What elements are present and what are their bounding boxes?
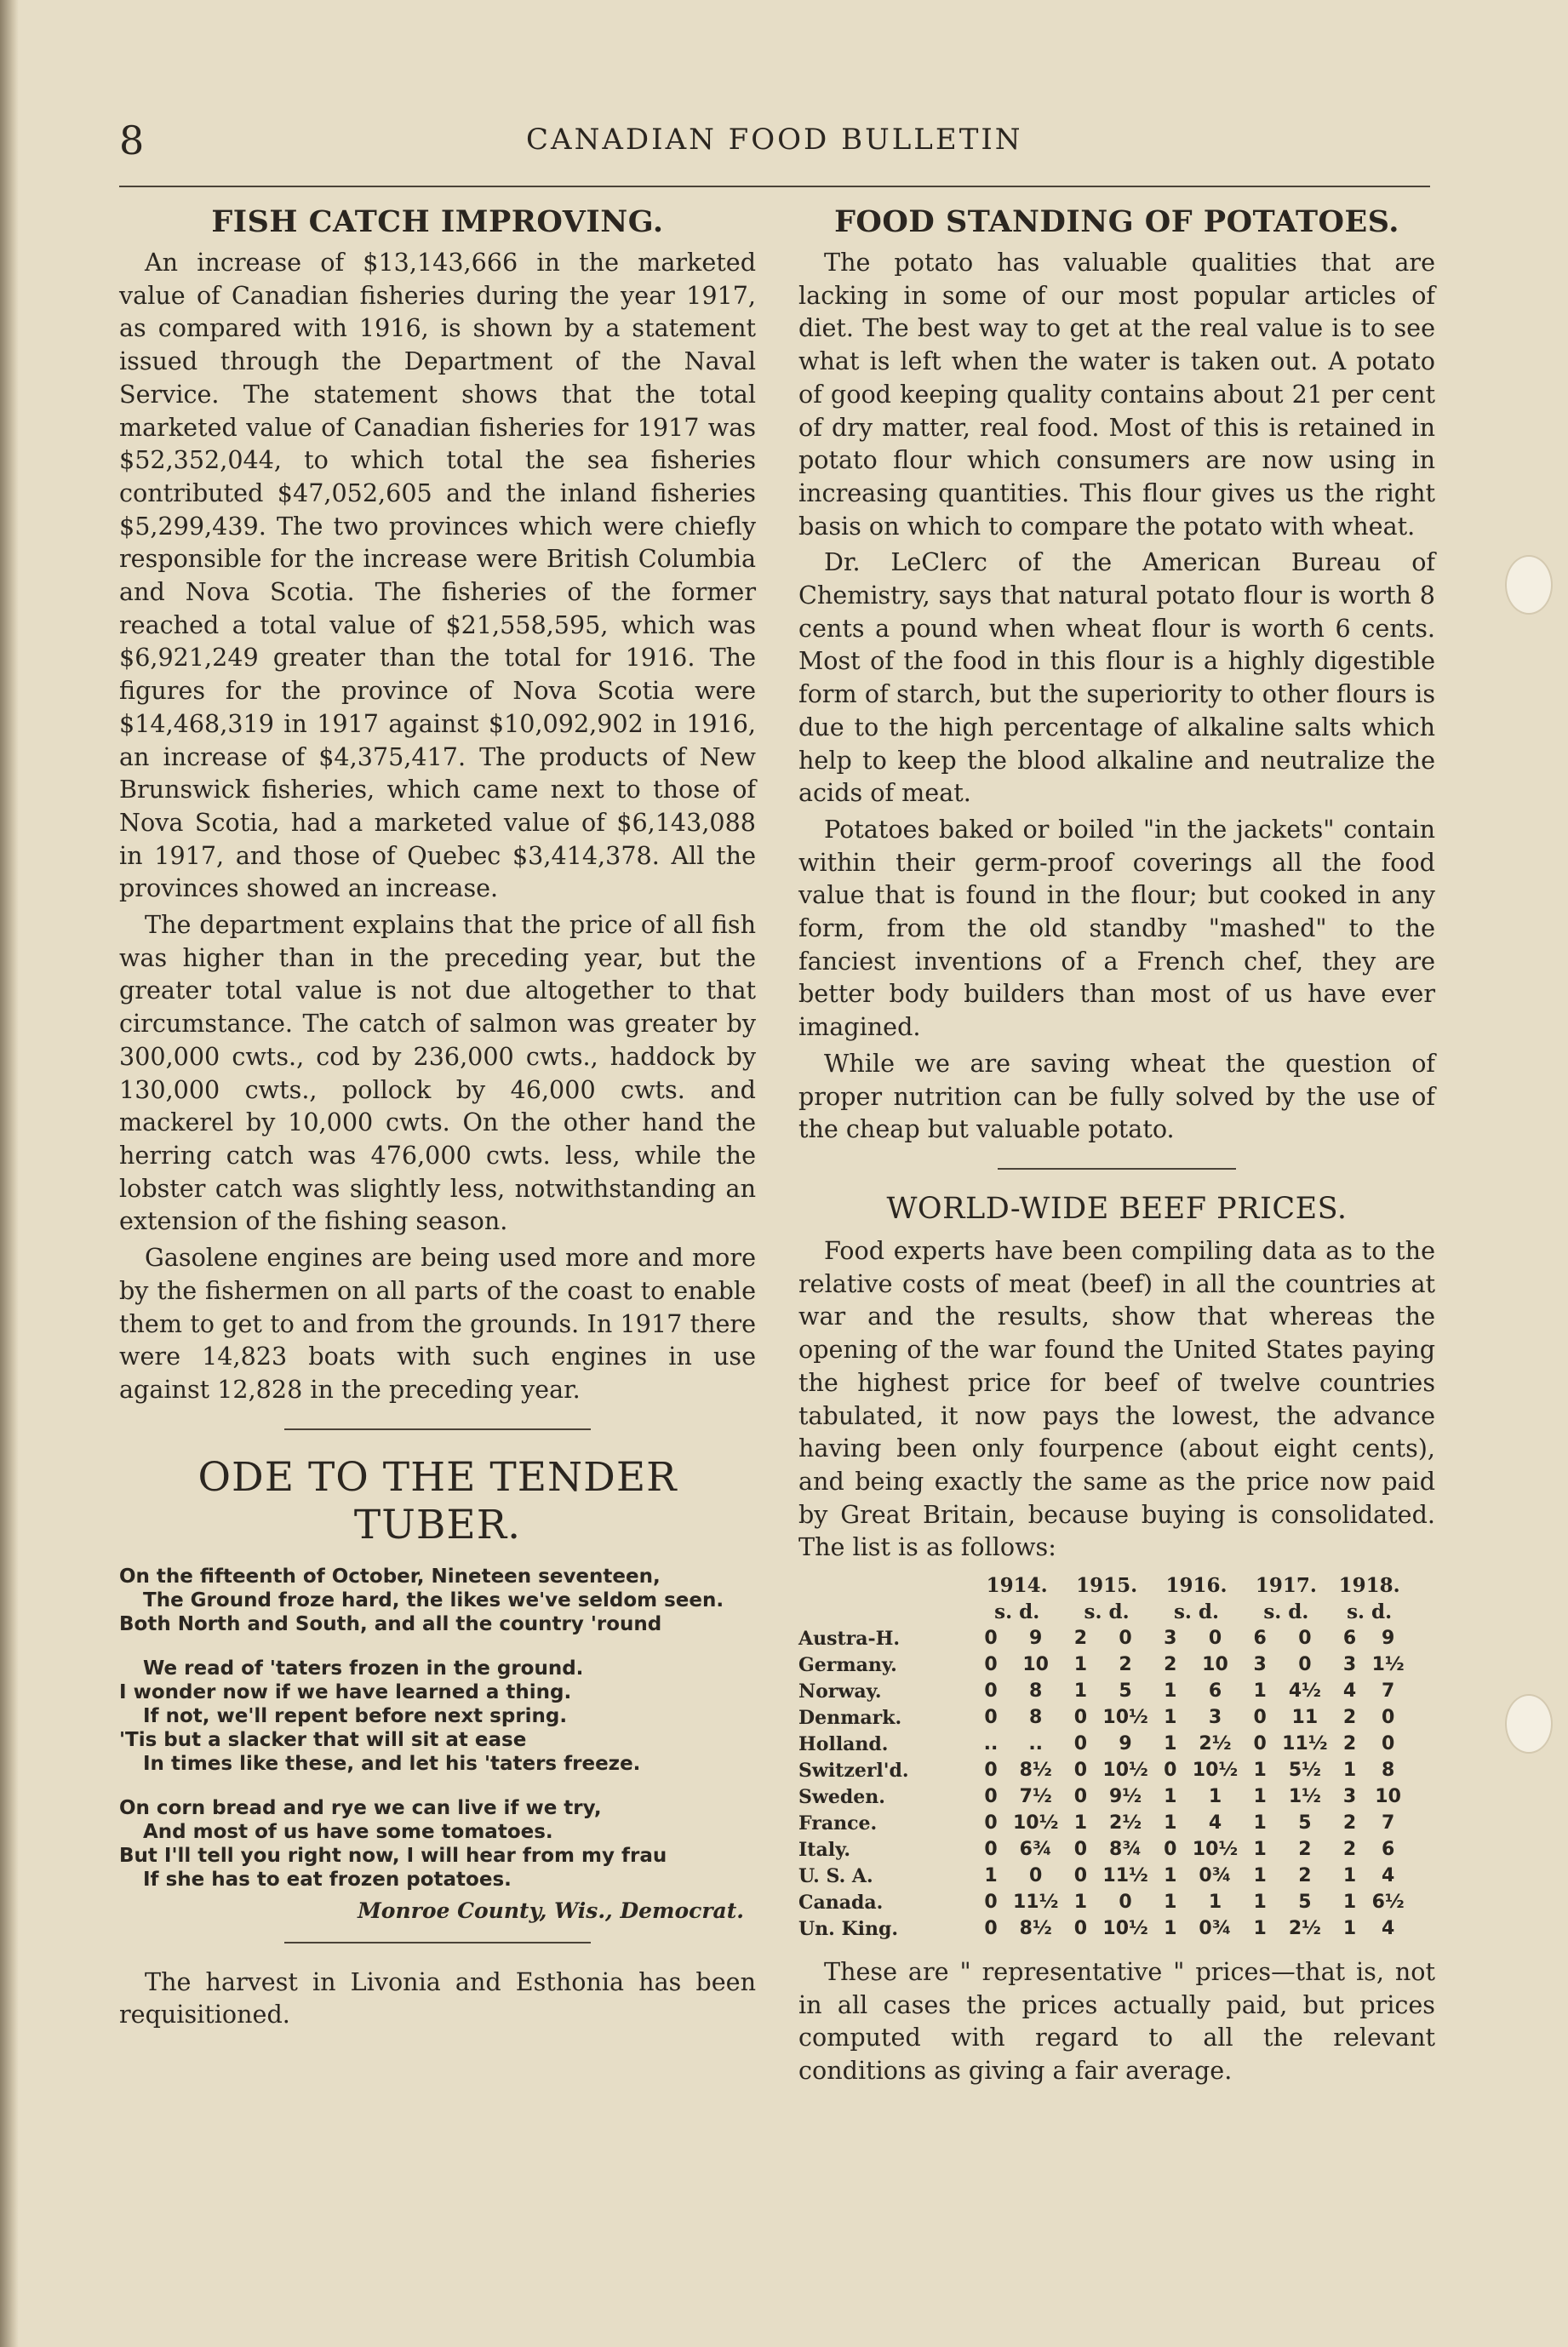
year-header: 1915. bbox=[1076, 1574, 1138, 1598]
shillings-cell: 2 bbox=[1342, 1812, 1357, 1835]
shillings-cell: 0 bbox=[984, 1628, 998, 1650]
pence-cell: 6¾ bbox=[1019, 1839, 1052, 1861]
country-cell: Switzerl'd. bbox=[798, 1759, 909, 1782]
unit-header: s. d. bbox=[1347, 1600, 1393, 1624]
poem-line: The Ground froze hard, the likes we've seldom seen. bbox=[143, 1589, 724, 1611]
pence-cell: 5 bbox=[1119, 1680, 1132, 1703]
pence-cell: 5 bbox=[1298, 1892, 1312, 1914]
fish-paragraph-2: The department explains that the price of all fish was higher than in the preceding year, but the greater total value is not due altogether to that circumstance. The catch of salmon was greater by 300,000 cwts., cod by 236,000 cwts., haddock by 130,000 cwts., pollock by 46,000 cwts. and mackerel by 10,000 cwts. On the other hand the herring catch was 476,000 cwts. less, while the lobster catch was slightly less, notwithstanding an extension of the fishing season. bbox=[119, 910, 756, 1236]
shillings-cell: 2 bbox=[1342, 1733, 1357, 1755]
shillings-cell: 3 bbox=[1342, 1786, 1357, 1808]
pence-cell: .. bbox=[1028, 1733, 1044, 1755]
shillings-cell: 3 bbox=[1342, 1654, 1357, 1676]
table-row bbox=[798, 1757, 1408, 1783]
shillings-cell: 1 bbox=[984, 1865, 998, 1887]
pence-cell: 0¾ bbox=[1199, 1865, 1232, 1887]
fish-paragraph-3: Gasolene engines are being used more and more by the fishermen on all parts of the coast to enable them to get to and from the grounds. In 1917 there were 14,823 boats with such engines in use against 12,828 in the preceding year. bbox=[119, 1243, 756, 1404]
page-header bbox=[119, 117, 1439, 162]
poem-line: If not, we'll repent before next spring. bbox=[143, 1704, 568, 1727]
pence-cell: 5½ bbox=[1288, 1760, 1321, 1782]
table-row bbox=[798, 1810, 1408, 1836]
shillings-cell: 6 bbox=[1342, 1628, 1357, 1650]
table-row bbox=[798, 1783, 1408, 1810]
unit-header: s. d. bbox=[1084, 1600, 1130, 1624]
table-row bbox=[798, 1863, 1408, 1889]
country-cell: Canada. bbox=[798, 1891, 884, 1914]
unit-header: s. d. bbox=[1173, 1600, 1219, 1624]
shillings-cell: 0 bbox=[1164, 1839, 1177, 1861]
pence-cell: 10½ bbox=[1192, 1839, 1239, 1861]
shillings-cell: 1 bbox=[1164, 1812, 1177, 1835]
pence-cell: 8¾ bbox=[1109, 1839, 1142, 1861]
pence-cell: 6½ bbox=[1371, 1892, 1405, 1914]
potato-paragraph-4: While we are saving wheat the question of proper nutrition can be fully solved by the use of the cheap but valuable potato. bbox=[798, 1048, 1435, 1144]
year-header: 1914. bbox=[986, 1574, 1048, 1598]
potato-paragraph-2: Dr. LeClerc of the American Bureau of Chemistry, says that natural potato flour is worth 8 cents a pound when wheat flour is worth 6 cents. Most of the food in this flour is a highly digestible form of starch, but the superiority to other flours is due to the high percentage of alkaline salts which help to keep the blood alkaline and neutralize the acids of meat. bbox=[798, 547, 1435, 808]
shillings-cell: 1 bbox=[1253, 1865, 1267, 1887]
beef-closing: These are " representative " prices—that is, not in all cases the prices actually paid, but prices computed with regard to all the relevant conditions as giving a fair average. bbox=[798, 1957, 1435, 2086]
poem-line: And most of us have some tomatoes. bbox=[143, 1820, 553, 1843]
country-cell: Sweden. bbox=[798, 1785, 885, 1808]
unit-header: s. d. bbox=[994, 1600, 1040, 1624]
table-row bbox=[798, 1651, 1408, 1678]
pence-cell: 2 bbox=[1119, 1654, 1132, 1676]
poem-line: 'Tis but a slacker that will sit at ease bbox=[119, 1728, 527, 1751]
price-rows bbox=[798, 1625, 1408, 1942]
shillings-cell: 1 bbox=[1253, 1812, 1267, 1835]
shillings-cell: 1 bbox=[1073, 1892, 1088, 1914]
country-cell: Holland. bbox=[798, 1732, 889, 1755]
shillings-cell: 4 bbox=[1342, 1680, 1357, 1703]
country-cell: Un. King. bbox=[798, 1917, 899, 1940]
section-divider bbox=[284, 1428, 591, 1430]
potato-paragraph-3: Potatoes baked or boiled "in the jackets" contain within their germ-proof coverings all the food value that is found in the flour; but cooked in any form, from the old standby "mashed" to the fanciest inventions of a French chef, they are better body builders than most of us have ever imagined. bbox=[798, 814, 1435, 1042]
shillings-cell: 1 bbox=[1342, 1760, 1357, 1782]
table-row bbox=[798, 1889, 1408, 1915]
pence-cell: 0 bbox=[1381, 1707, 1395, 1729]
pence-cell: 4 bbox=[1208, 1812, 1222, 1835]
pence-cell: 0 bbox=[1119, 1628, 1132, 1650]
pence-cell: 8½ bbox=[1019, 1760, 1052, 1782]
shillings-cell: 0 bbox=[984, 1760, 998, 1782]
punch-hole bbox=[1505, 1694, 1553, 1754]
shillings-cell: 1 bbox=[1164, 1892, 1177, 1914]
unit-header: s. d. bbox=[1263, 1600, 1309, 1624]
pence-cell: 4½ bbox=[1288, 1680, 1321, 1703]
pence-cell: 1½ bbox=[1288, 1786, 1321, 1808]
shillings-cell: 0 bbox=[1253, 1733, 1267, 1755]
table-row bbox=[798, 1915, 1408, 1942]
pence-cell: 7½ bbox=[1019, 1786, 1052, 1808]
table-year-row bbox=[798, 1572, 1408, 1599]
pence-cell: 10 bbox=[1022, 1654, 1049, 1676]
shillings-cell: 1 bbox=[1342, 1892, 1357, 1914]
shillings-cell: 6 bbox=[1253, 1628, 1267, 1650]
pence-cell: 10½ bbox=[1102, 1918, 1148, 1940]
fish-catch-heading: FISH CATCH IMPROVING. bbox=[211, 204, 664, 239]
shillings-cell: 0 bbox=[1164, 1760, 1177, 1782]
year-header: 1918. bbox=[1338, 1574, 1400, 1598]
shillings-cell: 0 bbox=[1073, 1839, 1088, 1861]
pence-cell: 0 bbox=[1208, 1628, 1222, 1650]
pence-cell: 11½ bbox=[1282, 1733, 1328, 1755]
country-cell: France. bbox=[798, 1812, 878, 1835]
pence-cell: 9½ bbox=[1109, 1786, 1142, 1808]
pence-cell: 2½ bbox=[1199, 1733, 1232, 1755]
shillings-cell: 0 bbox=[984, 1839, 998, 1861]
shillings-cell: 0 bbox=[984, 1707, 998, 1729]
shillings-cell: 2 bbox=[1342, 1839, 1357, 1861]
shillings-cell: 0 bbox=[1253, 1707, 1267, 1729]
pence-cell: 0¾ bbox=[1199, 1918, 1232, 1940]
poem-line: We read of 'taters frozen in the ground. bbox=[143, 1657, 584, 1680]
shillings-cell: 0 bbox=[984, 1892, 998, 1914]
table-row bbox=[798, 1625, 1408, 1651]
pence-cell: 11 bbox=[1291, 1707, 1319, 1729]
pence-cell: 4 bbox=[1381, 1918, 1395, 1940]
pence-cell: 9 bbox=[1381, 1628, 1395, 1650]
pence-cell: 10½ bbox=[1013, 1812, 1059, 1835]
shillings-cell: 3 bbox=[1253, 1654, 1267, 1676]
page-number: 8 bbox=[119, 117, 145, 163]
poem-line: On the fifteenth of October, Nineteen seventeen, bbox=[119, 1565, 661, 1588]
shillings-cell: 0 bbox=[984, 1918, 998, 1940]
shillings-cell: .. bbox=[983, 1733, 999, 1755]
pence-cell: 3 bbox=[1208, 1707, 1222, 1729]
poem-line: On corn bread and rye we can live if we try, bbox=[119, 1796, 602, 1819]
shillings-cell: 1 bbox=[1342, 1865, 1357, 1887]
shillings-cell: 0 bbox=[984, 1812, 998, 1835]
pence-cell: 2½ bbox=[1288, 1918, 1321, 1940]
pence-cell: 6 bbox=[1381, 1839, 1395, 1861]
shillings-cell: 2 bbox=[1073, 1628, 1088, 1650]
shillings-cell: 1 bbox=[1164, 1865, 1177, 1887]
shillings-cell: 1 bbox=[1164, 1786, 1177, 1808]
shillings-cell: 1 bbox=[1253, 1786, 1267, 1808]
shillings-cell: 1 bbox=[1253, 1680, 1267, 1703]
shillings-cell: 1 bbox=[1073, 1680, 1088, 1703]
pence-cell: 2 bbox=[1298, 1865, 1312, 1887]
poem-line: In times like these, and let his 'taters freeze. bbox=[143, 1752, 641, 1775]
pence-cell: 0 bbox=[1029, 1865, 1043, 1887]
shillings-cell: 0 bbox=[984, 1680, 998, 1703]
year-header: 1916. bbox=[1165, 1574, 1228, 1598]
table-row bbox=[798, 1731, 1408, 1757]
pence-cell: 0 bbox=[1298, 1628, 1312, 1650]
pence-cell: 10 bbox=[1375, 1786, 1401, 1808]
pence-cell: 7 bbox=[1381, 1680, 1395, 1703]
pence-cell: 1 bbox=[1208, 1892, 1222, 1914]
pence-cell: 4 bbox=[1381, 1865, 1395, 1887]
potatoes-heading: FOOD STANDING OF POTATOES. bbox=[834, 204, 1399, 239]
poem-stanza bbox=[119, 1796, 756, 1892]
running-head: CANADIAN FOOD BULLETIN bbox=[526, 123, 1023, 157]
poem-attribution: Monroe County, Wis., Democrat. bbox=[358, 1898, 744, 1923]
pence-cell: 8½ bbox=[1019, 1918, 1052, 1940]
shillings-cell: 1 bbox=[1253, 1918, 1267, 1940]
shillings-cell: 1 bbox=[1253, 1892, 1267, 1914]
shillings-cell: 0 bbox=[984, 1786, 998, 1808]
table-row bbox=[798, 1836, 1408, 1863]
shillings-cell: 1 bbox=[1164, 1680, 1177, 1703]
shillings-cell: 1 bbox=[1253, 1839, 1267, 1861]
pence-cell: 10½ bbox=[1192, 1760, 1239, 1782]
pence-cell: 11½ bbox=[1102, 1865, 1148, 1887]
shillings-cell: 3 bbox=[1164, 1628, 1177, 1650]
pence-cell: 8 bbox=[1029, 1680, 1043, 1703]
country-cell: Austra-H. bbox=[798, 1627, 901, 1650]
pence-cell: 0 bbox=[1119, 1892, 1132, 1914]
poem-stanza bbox=[119, 1657, 756, 1776]
table-unit-row bbox=[798, 1599, 1408, 1625]
harvest-note: The harvest in Livonia and Esthonia has been requisitioned. bbox=[119, 1966, 756, 2029]
pence-cell: 8 bbox=[1381, 1760, 1395, 1782]
country-cell: U. S. A. bbox=[798, 1864, 873, 1887]
ode-heading: ODE TO THE TENDER TUBER. bbox=[197, 1453, 678, 1548]
shillings-cell: 1 bbox=[1253, 1760, 1267, 1782]
pence-cell: 10½ bbox=[1102, 1707, 1148, 1729]
pence-cell: 11½ bbox=[1013, 1892, 1059, 1914]
pence-cell: 5 bbox=[1298, 1812, 1312, 1835]
shillings-cell: 0 bbox=[1073, 1760, 1088, 1782]
shillings-cell: 0 bbox=[1073, 1786, 1088, 1808]
country-cell: Germany. bbox=[798, 1653, 897, 1676]
left-column bbox=[119, 204, 756, 2031]
pence-cell: 2½ bbox=[1109, 1812, 1142, 1835]
pence-cell: 6 bbox=[1208, 1680, 1222, 1703]
shillings-cell: 1 bbox=[1164, 1918, 1177, 1940]
beef-intro: Food experts have been compiling data as to the relative costs of meat (beef) in all the countries at war and the results, show that whereas the opening of the war found the United States paying the highest price for beef of twelve countries tabulated, it now pays the lowest, the advance having been only fourpence (about eight cents), and being exactly the same as the price now paid by Great Britain, because buying is consolidated. The list is as follows: bbox=[798, 1235, 1435, 1562]
table-row bbox=[798, 1678, 1408, 1704]
beef-price-table bbox=[798, 1572, 1408, 1942]
section-divider bbox=[998, 1168, 1236, 1170]
pence-cell: 9 bbox=[1119, 1733, 1132, 1755]
shillings-cell: 1 bbox=[1342, 1918, 1357, 1940]
fish-paragraph-1: An increase of $13,143,666 in the marketed value of Canadian fisheries during the year 1917, as compared with 1916, is shown by a statement issued through the Department of the Naval Service. The statement shows that the total marketed value of Canadian fisheries for 1917 was $52,352,044, to which total the sea fisheries contributed $47,052,605 and the inland fisheries $5,299,439. The two provinces which were chiefly responsible for the increase were British Columbia and Nova Scotia. The fisheries of the former reached a total value of $21,558,595, which was $6,921,249 greater than the total for 1916. The figures for the province of Nova Scotia were $14,468,319 in 1917 against $10,092,902 in 1916, an increase of $4,375,417. The products of New Brunswick fisheries, which came next to those of Nova Scotia, had a marketed value of $6,143,088 in 1917, and those of Quebec $3,414,378. All the provinces showed an increase. bbox=[119, 248, 756, 903]
shillings-cell: 0 bbox=[1073, 1865, 1088, 1887]
potato-paragraph-1: The potato has valuable qualities that are lacking in some of our most popular articles of diet. The best way to get at the real value is to see what is left when the water is taken out. A potato of good keeping quality contains about 21 per cent of dry matter, real food. Most of this is retained in potato flour which consumers are now using in increasing quantities. This flour gives us the right basis on which to compare the potato with wheat. bbox=[798, 248, 1435, 541]
shillings-cell: 0 bbox=[1073, 1918, 1088, 1940]
poem-stanza bbox=[119, 1565, 756, 1636]
binding-edge bbox=[0, 0, 19, 2347]
pence-cell: 7 bbox=[1381, 1812, 1395, 1835]
shillings-cell: 1 bbox=[1073, 1654, 1088, 1676]
section-divider bbox=[284, 1942, 591, 1943]
punch-hole bbox=[1505, 555, 1553, 615]
poem-line: Both North and South, and all the country 'round bbox=[119, 1612, 662, 1635]
right-column bbox=[798, 204, 1435, 2087]
pence-cell: 10½ bbox=[1102, 1760, 1148, 1782]
pence-cell: 1½ bbox=[1371, 1654, 1405, 1676]
shillings-cell: 1 bbox=[1073, 1812, 1088, 1835]
pence-cell: 0 bbox=[1381, 1733, 1395, 1755]
shillings-cell: 1 bbox=[1164, 1707, 1177, 1729]
shillings-cell: 0 bbox=[984, 1654, 998, 1676]
table-row bbox=[798, 1704, 1408, 1731]
pence-cell: 10 bbox=[1202, 1654, 1228, 1676]
country-cell: Denmark. bbox=[798, 1706, 902, 1729]
country-cell: Italy. bbox=[798, 1838, 850, 1861]
pence-cell: 9 bbox=[1029, 1628, 1043, 1650]
shillings-cell: 2 bbox=[1342, 1707, 1357, 1729]
pence-cell: 0 bbox=[1298, 1654, 1312, 1676]
poem-line: But I'll tell you right now, I will hear from my frau bbox=[119, 1844, 667, 1867]
poem bbox=[119, 1565, 756, 1892]
shillings-cell: 2 bbox=[1164, 1654, 1177, 1676]
year-header: 1917. bbox=[1255, 1574, 1317, 1598]
shillings-cell: 0 bbox=[1073, 1733, 1088, 1755]
pence-cell: 1 bbox=[1208, 1786, 1222, 1808]
pence-cell: 8 bbox=[1029, 1707, 1043, 1729]
shillings-cell: 0 bbox=[1073, 1707, 1088, 1729]
pence-cell: 2 bbox=[1298, 1839, 1312, 1861]
beef-prices-heading: WORLD-WIDE BEEF PRICES. bbox=[886, 1191, 1348, 1226]
poem-line: I wonder now if we have learned a thing. bbox=[119, 1680, 572, 1703]
country-cell: Norway. bbox=[798, 1680, 882, 1703]
poem-line: If she has to eat frozen potatoes. bbox=[143, 1868, 512, 1891]
shillings-cell: 1 bbox=[1164, 1733, 1177, 1755]
header-rule bbox=[119, 186, 1430, 187]
